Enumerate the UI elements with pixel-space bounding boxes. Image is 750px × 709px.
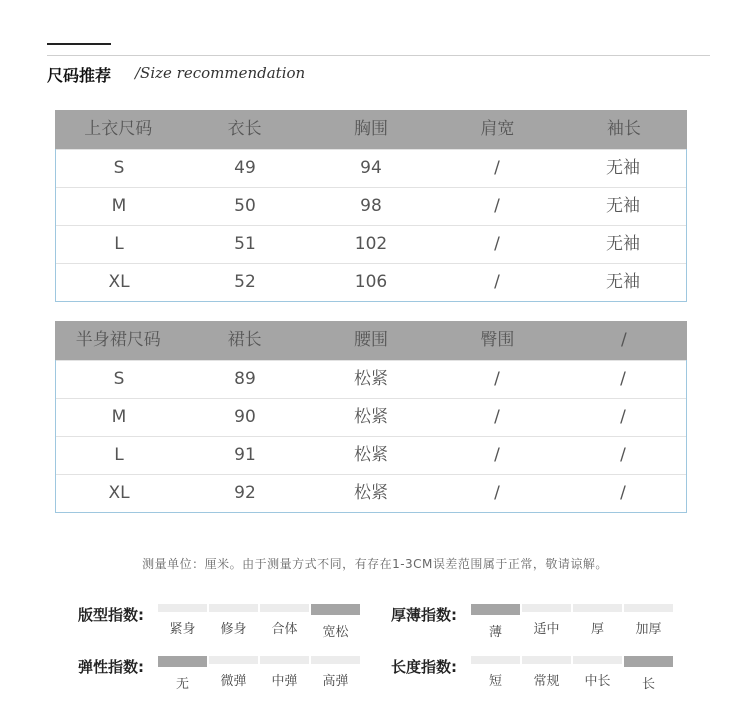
index-option-label: 常规 (533, 674, 560, 689)
index-option (624, 604, 673, 640)
index-option (209, 604, 258, 640)
index-bar (573, 604, 622, 612)
index-option-label: 修身 (220, 622, 247, 637)
header-cell: 腰围 (354, 330, 389, 350)
index-option-label: 高弹 (322, 674, 349, 689)
table-cell: XL (108, 483, 130, 503)
index-label: 长度指数: (391, 658, 457, 676)
header-cell: 半身裙尺码 (75, 330, 161, 350)
index-option-label: 微弹 (220, 674, 247, 689)
index-option (260, 604, 309, 640)
table-cell: / (494, 483, 500, 503)
header-cell: 袖长 (606, 119, 641, 139)
table-header (55, 110, 687, 149)
index-option (522, 604, 571, 640)
index-option-label: 无 (175, 677, 189, 692)
table-cell: XL (108, 272, 130, 292)
index-label: 厚薄指数: (391, 606, 457, 624)
index-bar (260, 604, 309, 612)
index-option-label: 短 (488, 674, 502, 689)
header-cell: 臀围 (480, 330, 515, 350)
section-subtitle: /Size recommendation (135, 64, 306, 82)
table-cell: 51 (234, 234, 256, 254)
index-option (311, 656, 360, 692)
table-cell: 92 (234, 483, 256, 503)
index-option (158, 604, 207, 640)
table-cell: 52 (234, 272, 256, 292)
index-bar (573, 656, 622, 664)
table-cell: / (620, 369, 626, 389)
header-cell: 裙长 (227, 330, 262, 350)
table-cell: 91 (234, 445, 256, 465)
index-options (158, 604, 362, 640)
table-row (56, 149, 686, 187)
header-cell: 上衣尺码 (84, 119, 153, 139)
index-bar (311, 656, 360, 664)
table-row (56, 474, 686, 512)
index-options (158, 656, 362, 692)
index-bar-selected (311, 604, 360, 615)
index-option-label: 长 (641, 677, 655, 692)
index-option (522, 656, 571, 692)
table-cell: / (494, 272, 500, 292)
header-cell: 衣长 (227, 119, 262, 139)
index-option (624, 656, 673, 692)
index-option (209, 656, 258, 692)
index-bar-selected (158, 656, 207, 667)
table-cell: S (113, 369, 125, 389)
table-cell: / (494, 445, 500, 465)
index-option-label: 紧身 (169, 622, 196, 637)
index-bar (209, 656, 258, 664)
table-cell: S (113, 158, 125, 178)
table-cell: 90 (234, 407, 256, 427)
table-cell: / (494, 158, 500, 178)
table-cell: 98 (360, 196, 382, 216)
table-cell: 无袖 (606, 272, 640, 292)
table-cell: / (620, 445, 626, 465)
index-option-label: 合体 (271, 622, 298, 637)
table-cell: 89 (234, 369, 256, 389)
index-options (471, 604, 675, 640)
table-row (56, 187, 686, 225)
index-bar (624, 604, 673, 612)
index-bar (158, 604, 207, 612)
table-header (55, 321, 687, 360)
table-cell: 49 (234, 158, 256, 178)
index-option (573, 656, 622, 692)
table-row (56, 225, 686, 263)
table-cell: 无袖 (606, 158, 640, 178)
table-cell: / (494, 234, 500, 254)
skirt-size-table (55, 321, 687, 513)
table-cell: / (494, 369, 500, 389)
table-cell: L (114, 445, 124, 465)
table-cell: 松紧 (354, 369, 388, 389)
table-cell: 松紧 (354, 407, 388, 427)
table-cell: 松紧 (354, 483, 388, 503)
top-size-table (55, 110, 687, 302)
index-option (471, 656, 520, 692)
header-cell: / (620, 330, 627, 350)
index-option (311, 604, 360, 640)
index-bar (522, 604, 571, 612)
index-bar (209, 604, 258, 612)
index-bar (260, 656, 309, 664)
table-cell: L (114, 234, 124, 254)
table-cell: / (494, 196, 500, 216)
index-option-label: 中长 (584, 674, 611, 689)
index-option-label: 适中 (533, 622, 560, 637)
table-row (56, 263, 686, 301)
index-option (573, 604, 622, 640)
table-cell: M (111, 196, 127, 216)
index-label: 弹性指数: (78, 658, 144, 676)
index-option-label: 薄 (488, 625, 502, 640)
index-option-label: 厚 (590, 622, 604, 637)
index-label: 版型指数: (78, 606, 144, 624)
header-divider (47, 55, 710, 56)
table-cell: 无袖 (606, 234, 640, 254)
table-row (56, 398, 686, 436)
table-cell: 106 (354, 272, 388, 292)
index-option-label: 加厚 (635, 622, 662, 637)
index-option (471, 604, 520, 640)
header-cell: 胸围 (354, 119, 389, 139)
table-cell: 无袖 (606, 196, 640, 216)
header-accent-line (47, 43, 111, 45)
table-cell: M (111, 407, 127, 427)
section-title: 尺码推荐 (47, 66, 112, 85)
table-cell: / (620, 483, 626, 503)
index-bar (471, 656, 520, 664)
table-cell: 松紧 (354, 445, 388, 465)
table-row (56, 360, 686, 398)
index-bar (522, 656, 571, 664)
index-option-label: 宽松 (322, 625, 349, 640)
table-cell: / (620, 407, 626, 427)
index-option-label: 中弹 (271, 674, 298, 689)
table-cell: / (494, 407, 500, 427)
index-option (158, 656, 207, 692)
index-option (260, 656, 309, 692)
index-bar-selected (471, 604, 520, 615)
header-cell: 肩宽 (480, 119, 515, 139)
table-cell: 102 (354, 234, 388, 254)
table-cell: 50 (234, 196, 256, 216)
table-cell: 94 (360, 158, 382, 178)
measurement-note: 测量单位：厘米。由于测量方式不同，有存在1-3CM误差范围属于正常，敬请谅解。 (142, 557, 608, 571)
table-row (56, 436, 686, 474)
index-bar-selected (624, 656, 673, 667)
index-options (471, 656, 675, 692)
